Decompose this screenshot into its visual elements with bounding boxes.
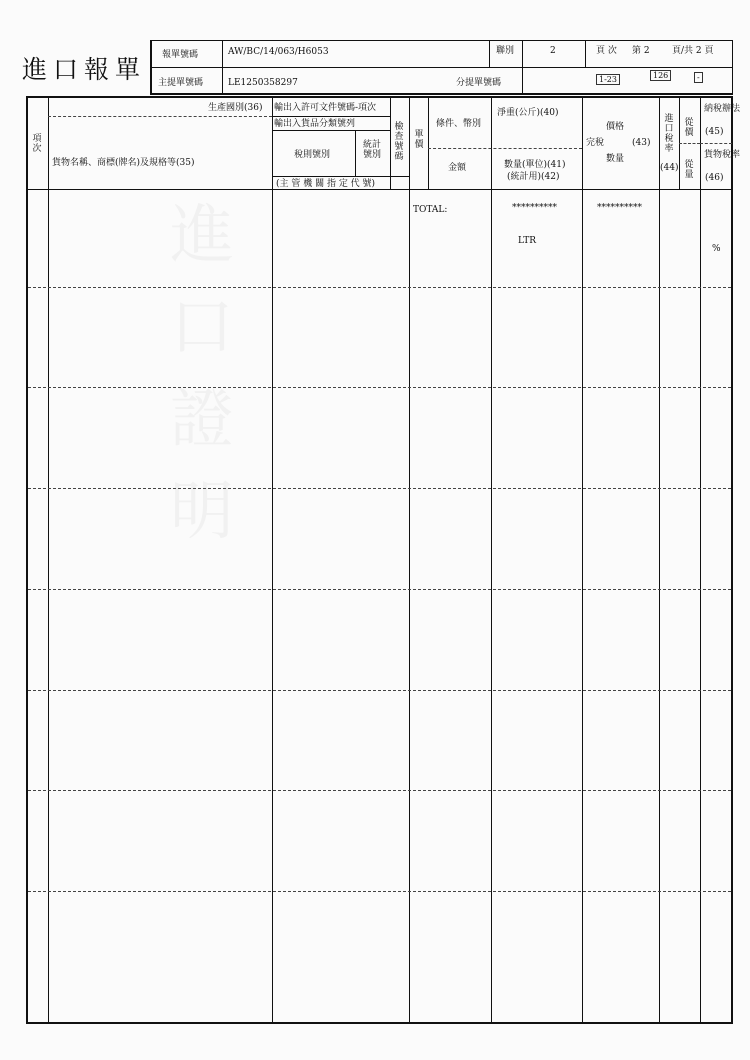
row-separator [28, 287, 731, 288]
watermark: 進口證明 [170, 199, 234, 549]
header-price-label: 價格 [606, 122, 625, 132]
declaration-no-value: AW/BC/14/063/H6053 [228, 47, 329, 57]
header-col46: (46) [705, 173, 724, 183]
header-ad-valorem: 從價 [684, 118, 694, 138]
header-qty2: 數量 [606, 154, 625, 164]
header-duty-paid: 完稅 [586, 138, 605, 148]
header-net-weight: 淨重(公斤)(40) [497, 108, 559, 118]
master-bl-value: LE1250358297 [228, 78, 298, 88]
header-commodity-tax: 貨物稅率 [704, 150, 741, 160]
row-separator [28, 488, 731, 489]
header-specific: 從量 [684, 160, 694, 180]
stamp-1: 1-23 [596, 74, 620, 85]
row1-percent: % [712, 244, 721, 254]
declaration-no-label: 報單號碼 [162, 50, 199, 60]
master-bl-label: 主提單號碼 [158, 78, 204, 88]
row-separator [28, 790, 731, 791]
row1-price-mask: ********** [597, 203, 642, 213]
header-col45: (45) [705, 127, 724, 137]
stamp-2: 126 [650, 70, 671, 81]
row-separator [28, 589, 731, 590]
row1-net-weight-mask: ********** [512, 203, 557, 213]
header-amount: 金額 [448, 163, 467, 173]
header-terms-currency: 條件、幣別 [436, 119, 482, 129]
header-import-rate: 進口稅率 [664, 114, 674, 154]
page-current: 第 2 [632, 46, 650, 56]
house-bl-label: 分提單號碼 [456, 78, 502, 88]
page-total: 頁/共 2 頁 [672, 46, 714, 56]
header-col43: (43) [632, 138, 651, 148]
row-separator [28, 387, 731, 388]
page-label: 頁 次 [596, 46, 617, 56]
header-goods-desc: 貨物名稱、商標(牌名)及規格等(35) [52, 158, 195, 168]
header-permit-no: 輸出入許可文件號碼-項次 [274, 103, 377, 113]
header-stat-no: 統計號別 [362, 140, 381, 160]
header-quantity: 數量(單位)(41) [504, 160, 566, 170]
stamp-3: - [694, 72, 703, 83]
header-unit-price: 單價 [414, 130, 424, 150]
row-separator [28, 690, 731, 691]
header-col44: (44) [660, 163, 679, 173]
copy-label: 聯別 [496, 46, 515, 56]
header-tariff-no: 稅則號別 [294, 150, 331, 160]
top-header-frame [150, 40, 733, 41]
row1-unit: LTR [518, 236, 537, 246]
header-item-no: 項次 [32, 134, 42, 154]
header-stat-qty: (統計用)(42) [507, 172, 560, 182]
header-authority-code: (主 管 機 關 指 定 代 號) [276, 179, 376, 189]
header-origin-country: 生產國別(36) [208, 103, 263, 113]
header-inspect-code: 檢查號碼 [394, 122, 404, 162]
header-goods-class: 輸出入貨品分類號列 [274, 119, 356, 129]
copy-value: 2 [550, 46, 556, 56]
header-tax-method: 納稅辦法 [704, 104, 741, 114]
row-separator [28, 891, 731, 892]
row1-total-label: TOTAL: [413, 205, 448, 215]
form-title: 進口報單 [22, 55, 147, 84]
main-table-frame [26, 96, 732, 98]
